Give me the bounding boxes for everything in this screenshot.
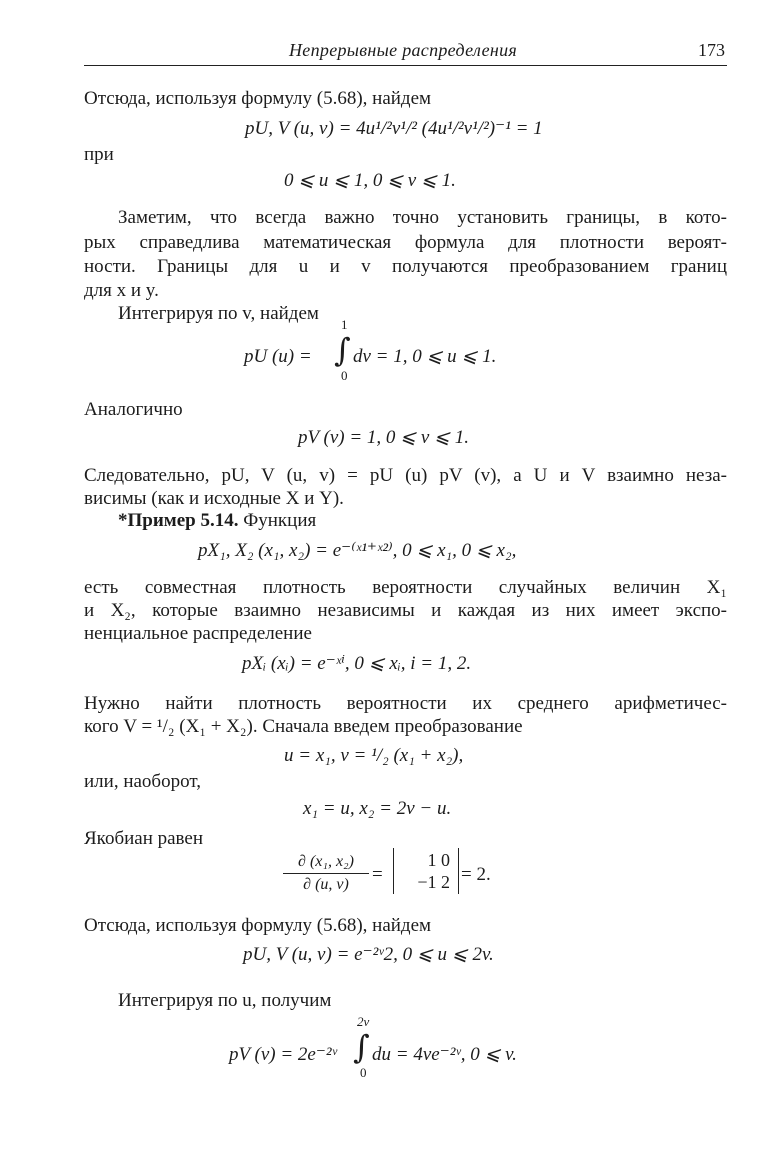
page-header (84, 38, 727, 62)
paragraph-line: Нужно найти плотность вероятности их среднего арифметичес- (84, 693, 727, 714)
determinant-matrix (393, 848, 459, 894)
paragraph: при (84, 144, 114, 165)
example-text: Функция (238, 510, 317, 531)
paragraph-line: Заметим, что всегда важно точно установить границы, в кото- (118, 207, 727, 228)
matrix-row-2: −1 2 (417, 872, 450, 892)
equation-joint-density: pU, V (u, v) = 4u¹/²v¹/² (4u¹/²v¹/²)⁻¹ = 1 (245, 118, 543, 139)
header-rule (84, 65, 727, 66)
paragraph: Отсюда, используя формулу (5.68), найдем (84, 88, 432, 109)
equation-marginal: pXᵢ (xᵢ) = e⁻ˣⁱ, 0 ⩽ xᵢ, i = 1, 2. (242, 653, 472, 674)
paragraph-line: рых справедлива математическая формула для плотности вероят- (84, 232, 727, 253)
paragraph: Отсюда, используя формулу (5.68), найдем (84, 915, 432, 936)
paragraph-line: висимы (как и исходные X и Y). (84, 488, 344, 509)
page-number: 173 (698, 40, 725, 60)
jacobian-denominator: ∂ (u, v) (303, 876, 349, 893)
equation-bounds: 0 ⩽ u ⩽ 1, 0 ⩽ v ⩽ 1. (284, 170, 456, 191)
paragraph: Аналогично (84, 399, 183, 420)
paragraph-line: для x и y. (84, 280, 159, 301)
paragraph: Интегрируя по v, найдем (118, 303, 319, 324)
integral-lhs: pV (v) = 2e⁻²ᵛ (229, 1044, 337, 1065)
paragraph-line: ненциальное распределение (84, 623, 312, 644)
paragraph-line: ности. Границы для u и v получаются преобразованием границ (84, 256, 727, 277)
paragraph: Интегрируя по u, получим (118, 990, 332, 1011)
matrix-row-1: 1 0 (427, 850, 450, 870)
example-heading (118, 510, 727, 532)
paragraph: Якобиан равен (84, 828, 204, 849)
integral-lower-limit: 0 (341, 368, 348, 383)
equation-pv: pV (v) = 1, 0 ⩽ v ⩽ 1. (298, 427, 469, 448)
fraction-bar (283, 873, 369, 874)
integral-sign: ∫ (353, 1028, 370, 1066)
paragraph-line: Следовательно, pU, V (u, v) = pU (u) pV (v), а U и V взаимно неза- (84, 465, 727, 486)
paragraph-line: кого V = ¹/₂ (X₁ + X₂). Сначала введем преобразование (84, 716, 523, 737)
jacobian-result: = 2. (461, 864, 491, 885)
integral-rhs: du = 4ve⁻²ᵛ, 0 ⩽ v. (372, 1044, 517, 1065)
paragraph-line: есть совместная плотность вероятности случайных величин X₁ (84, 577, 727, 598)
equals-sign: = (372, 864, 383, 885)
integral-sign: ∫ (334, 331, 351, 369)
jacobian-fraction (283, 852, 369, 895)
paragraph: или, наоборот, (84, 771, 201, 792)
equation-inverse: x₁ = u, x₂ = 2v − u. (303, 798, 452, 819)
integral-upper-limit: 1 (341, 317, 348, 332)
equation-transform: u = x₁, v = ¹/₂ (x₁ + x₂), (284, 745, 464, 766)
equation-joint-uv: pU, V (u, v) = e⁻²ᵛ2, 0 ⩽ u ⩽ 2v. (243, 944, 494, 965)
integral-lower-limit: 0 (360, 1065, 367, 1080)
running-title: Непрерывные распределения (289, 40, 518, 60)
paragraph-line: и X₂, которые взаимно независимы и каждая из них имеет экспо- (84, 600, 727, 621)
integral-rhs: dv = 1, 0 ⩽ u ⩽ 1. (353, 346, 497, 367)
jacobian-numerator: ∂ (x₁, x₂) (298, 853, 354, 870)
integral-lhs: pU (u) = (244, 346, 312, 367)
integral-upper-limit: 2v (357, 1014, 370, 1029)
equation-joint-exponential: pX₁, X₂ (x₁, x₂) = e⁻⁽ˣ¹⁺ˣ²⁾, 0 ⩽ x₁, 0 ⩽ x₂, (198, 540, 517, 561)
example-label: *Пример 5.14. (118, 510, 239, 531)
